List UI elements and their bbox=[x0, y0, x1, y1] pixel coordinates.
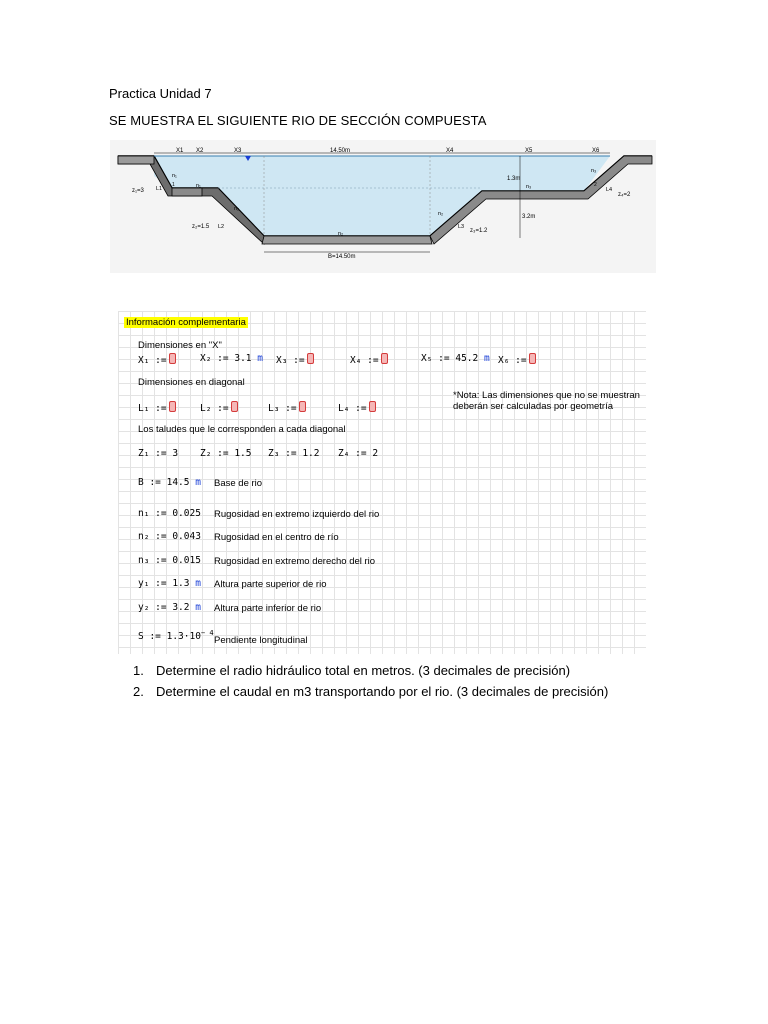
label-y2: 3.2m bbox=[522, 214, 536, 220]
label-n2-right: n₂ bbox=[438, 211, 444, 217]
complementary-info-sheet bbox=[118, 311, 646, 654]
b-definition: B := 14.5 m bbox=[138, 477, 201, 488]
s-definition: S := $1.3\cdot 10^{- 4}$ bbox=[138, 629, 214, 643]
x1-placeholder[interactable] bbox=[169, 353, 176, 364]
n3-description: Rugosidad en extremo derecho del rio bbox=[214, 556, 376, 567]
left-step-block bbox=[172, 188, 202, 196]
x2-definition: X₂ := 3.1 m bbox=[200, 353, 263, 364]
l2-definition: L₂ := bbox=[200, 401, 238, 414]
z4-definition: Z₄ := 2 bbox=[338, 448, 379, 459]
dim-x-title: Dimensiones en "X" bbox=[138, 340, 222, 351]
label-z1: z₁=3 bbox=[132, 188, 144, 194]
s-description: Pendiente longitudinal bbox=[214, 635, 308, 646]
diag-title: Dimensiones en diagonal bbox=[138, 377, 245, 388]
n2-definition: n₂ := 0.043 bbox=[138, 531, 201, 542]
label-x1: X1 bbox=[176, 148, 184, 154]
page-subtitle: SE MUESTRA EL SIGUIENTE RIO DE SECCIÓN COMPUESTA bbox=[109, 113, 487, 128]
z2-definition: Z₂ := 1.5 bbox=[200, 448, 252, 459]
label-z3: z₃=1.2 bbox=[470, 228, 488, 234]
label-l2: L2 bbox=[218, 224, 225, 230]
label-n1-lower: n₁ bbox=[196, 183, 201, 189]
n1-definition: n₁ := 0.025 bbox=[138, 508, 201, 519]
label-slope-1: 1 bbox=[172, 182, 175, 188]
label-l3: L3 bbox=[458, 224, 465, 230]
l3-definition: L₃ := bbox=[268, 401, 306, 414]
x1-definition: X₁ := bbox=[138, 353, 176, 366]
slopes-title: Los taludes que le corresponden a cada diagonal bbox=[138, 424, 346, 435]
z3-definition: Z₃ := 1.2 bbox=[268, 448, 320, 459]
note-line-2: deberán ser calculadas por geometría bbox=[453, 401, 614, 412]
label-slope-2: 2 bbox=[594, 182, 597, 188]
n3-definition: n₃ := 0.015 bbox=[138, 555, 201, 566]
x5-definition: X₅ := 45.2 m bbox=[421, 353, 490, 364]
label-n3-lower: n₃ bbox=[526, 184, 532, 190]
label-x3: X3 bbox=[234, 148, 242, 154]
l4-placeholder[interactable] bbox=[369, 401, 376, 412]
n2-description: Rugosidad en el centro de río bbox=[214, 532, 339, 543]
n1-description: Rugosidad en extremo izquierdo del rio bbox=[214, 509, 380, 520]
page-title: Practica Unidad 7 bbox=[109, 86, 212, 101]
x4-placeholder[interactable] bbox=[381, 353, 388, 364]
label-n1-upper: n₁ bbox=[172, 173, 177, 179]
x3-placeholder[interactable] bbox=[307, 353, 314, 364]
label-y1: 1.3m bbox=[507, 176, 521, 182]
left-bank-block bbox=[118, 156, 154, 164]
bottom-lining bbox=[262, 236, 432, 244]
x4-definition: X₄ := bbox=[350, 353, 388, 366]
label-z4: z₄=2 bbox=[618, 192, 631, 198]
l1-placeholder[interactable] bbox=[169, 401, 176, 412]
label-z2: z₂=1.5 bbox=[192, 224, 210, 230]
l4-definition: L₄ := bbox=[338, 401, 376, 414]
l2-placeholder[interactable] bbox=[231, 401, 238, 412]
l1-definition: L₁ := bbox=[138, 401, 176, 414]
x3-definition: X₃ := bbox=[276, 353, 314, 366]
sheet-heading: Información complementaria bbox=[126, 317, 246, 328]
label-x5: X5 bbox=[525, 148, 533, 154]
b-description: Base de rio bbox=[214, 478, 263, 489]
l3-placeholder[interactable] bbox=[299, 401, 306, 412]
label-l4: L4 bbox=[606, 187, 613, 193]
z1-definition: Z₁ := 3 bbox=[138, 448, 179, 459]
label-base: B=14.50m bbox=[328, 254, 356, 260]
y1-description: Altura parte superior de rio bbox=[214, 579, 327, 590]
label-l1: L1 bbox=[156, 186, 163, 192]
y1-definition: y₁ := 1.3 m bbox=[138, 578, 201, 589]
label-top-width: 14.50m bbox=[330, 148, 351, 154]
label-n3-upper: n₃ bbox=[591, 168, 597, 174]
label-n2-bottom: n₂ bbox=[338, 231, 344, 237]
label-x2: X2 bbox=[196, 148, 204, 154]
river-cross-section-diagram bbox=[110, 140, 656, 273]
label-n2-left: n₂ bbox=[234, 206, 240, 212]
x6-placeholder[interactable] bbox=[529, 353, 536, 364]
y2-description: Altura parte inferior de rio bbox=[214, 603, 322, 614]
x6-definition: X₆ := bbox=[498, 353, 536, 366]
label-x6: X6 bbox=[592, 148, 600, 154]
label-x4: X4 bbox=[446, 148, 454, 154]
note-line-1: *Nota: Las dimensiones que no se muestran bbox=[453, 390, 640, 401]
y2-definition: y₂ := 3.2 m bbox=[138, 602, 201, 613]
